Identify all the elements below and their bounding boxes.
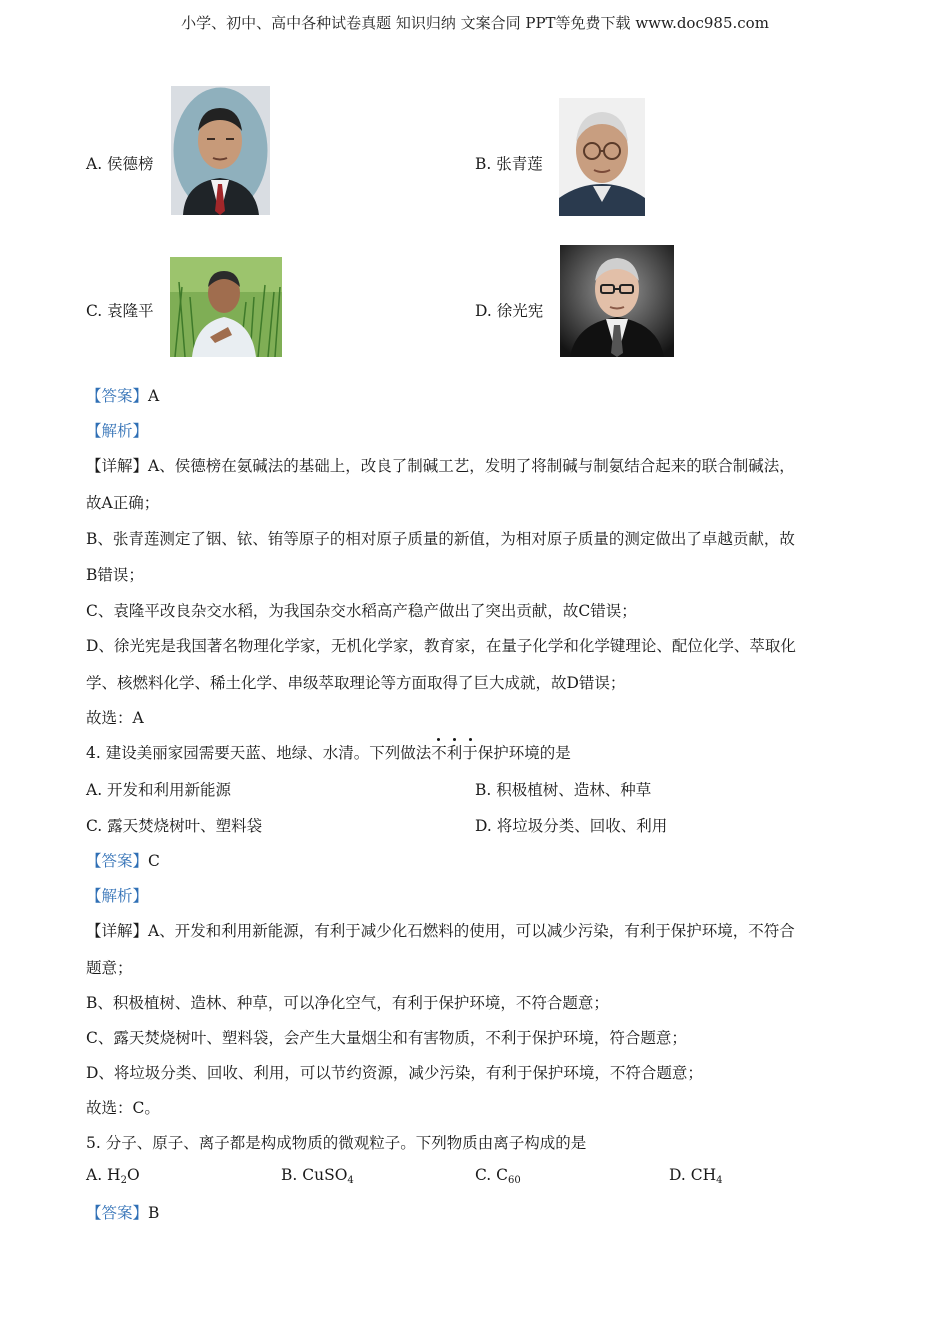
q4-detail-line: C、露天焚烧树叶、塑料袋，会产生大量烟尘和有害物质，不利于保护环境，符合题意； — [86, 1029, 687, 1047]
q3-analysis-tag: 【解析】 — [86, 422, 149, 440]
q3-answer — [86, 384, 159, 406]
q4-option-a: A. 开发和利用新能源 — [86, 781, 232, 799]
q5-option-d — [669, 1166, 722, 1186]
answer-value: C — [148, 852, 160, 870]
q4-stem-emphasis: 不 — [431, 744, 447, 762]
q4-stem — [86, 741, 571, 763]
q4-detail-line: D、将垃圾分类、回收、利用，可以节约资源，减少污染，有利于保护环境，不符合题意； — [86, 1064, 703, 1082]
q5-option-c — [475, 1166, 521, 1186]
detail-text: A、开发和利用新能源，有利于减少化石燃料的使用，可以减少污染，有利于保护环境，不符合 — [148, 922, 795, 940]
q4-option-b: B. 积极植树、造林、种草 — [475, 781, 652, 799]
q3-detail-line: B、张青莲测定了铟、铱、铕等原子的相对原子质量的新值，为相对原子质量的测定做出了卓越贡献，故 — [86, 530, 795, 548]
q4-detail-line: 题意； — [86, 959, 133, 977]
formula-subscript: 60 — [508, 1175, 521, 1186]
formula-text: O — [126, 1166, 140, 1184]
q3-detail-line: 故A正确； — [86, 494, 160, 512]
answer-value: B — [148, 1204, 160, 1222]
detail-tag: 【详解】 — [86, 457, 149, 475]
q4-stem-after: 保护环境的是 — [477, 744, 571, 762]
q5-stem: 5. 分子、原子、离子都是构成物质的微观粒子。下列物质由离子构成的是 — [86, 1134, 587, 1152]
formula-text: D. CH — [669, 1166, 717, 1184]
detail-text: A、侯德榜在氨碱法的基础上，改良了制碱工艺，发明了将制碱与制氨结合起来的联合制碱法， — [148, 457, 795, 475]
q4-detail-line: B、积极植树、造林、种草，可以净化空气，有利于保护环境，不符合题意； — [86, 994, 609, 1012]
portrait-zhang-qinglian — [559, 98, 645, 216]
answer-tag: 【答案】 — [86, 1204, 149, 1222]
page-header: 小学、初中、高中各种试卷真题 知识归纳 文案合同 PPT等免费下载 www.doc985.com — [181, 14, 769, 32]
q4-answer — [86, 849, 160, 871]
q3-detail-line: B错误； — [86, 566, 144, 584]
q4-stem-emphasis: 于 — [462, 744, 478, 762]
formula-subscript: 4 — [347, 1175, 354, 1186]
formula-text: C. C — [475, 1166, 509, 1184]
q3-conclusion: 故选：A — [86, 709, 144, 727]
q4-detail-line — [86, 919, 795, 941]
q4-stem-before: 4. 建设美丽家园需要天蓝、地绿、水清。下列做法 — [86, 744, 432, 762]
q4-option-d: D. 将垃圾分类、回收、利用 — [475, 817, 668, 835]
q4-conclusion: 故选：C。 — [86, 1099, 160, 1117]
q3-option-d: D. 徐光宪 — [475, 302, 544, 320]
answer-value: A — [148, 387, 160, 405]
q3-option-c: C. 袁隆平 — [86, 302, 154, 320]
q3-detail-line — [86, 454, 795, 476]
q4-stem-emphasis: 利 — [446, 744, 463, 762]
portrait-xu-guangxian — [560, 245, 674, 357]
detail-tag: 【详解】 — [86, 922, 149, 940]
portrait-yuan-longping — [170, 257, 282, 357]
answer-tag: 【答案】 — [86, 852, 149, 870]
q3-detail-line: C、袁隆平改良杂交水稻，为我国杂交水稻高产稳产做出了突出贡献，故C错误； — [86, 602, 637, 620]
answer-tag: 【答案】 — [86, 387, 149, 405]
q3-detail-line: D、徐光宪是我国著名物理化学家，无机化学家，教育家，在量子化学和化学键理论、配位化学、萃取化 — [86, 637, 796, 655]
q3-option-a: A. 侯德榜 — [86, 155, 154, 173]
formula-text: B. CuSO — [281, 1166, 348, 1184]
q4-option-c: C. 露天焚烧树叶、塑料袋 — [86, 817, 263, 835]
q5-option-b — [281, 1166, 354, 1186]
q3-detail-line: 学、核燃料化学、稀土化学、串级萃取理论等方面取得了巨大成就，故D错误； — [86, 674, 626, 692]
formula-subscript: 2 — [120, 1175, 127, 1186]
q5-answer — [86, 1201, 159, 1223]
formula-text: A. H — [86, 1166, 121, 1184]
formula-subscript: 4 — [716, 1175, 723, 1186]
q4-analysis-tag: 【解析】 — [86, 887, 149, 905]
q5-option-a — [86, 1166, 140, 1186]
q3-option-b: B. 张青莲 — [475, 155, 543, 173]
portrait-hou-debang — [171, 86, 270, 215]
